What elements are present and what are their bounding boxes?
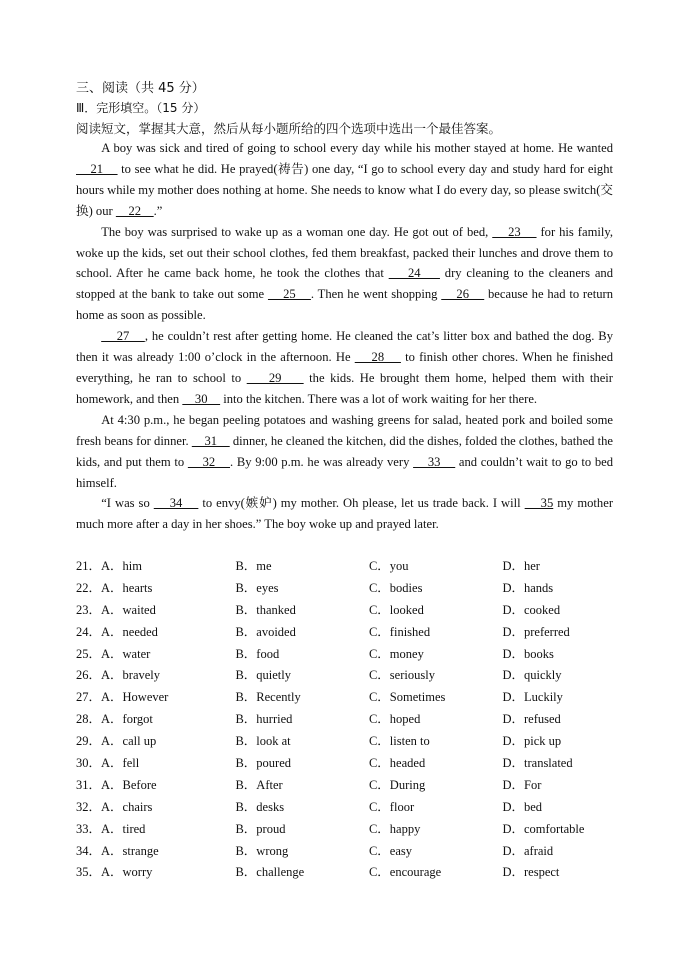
passage-text: The boy was surprised to wake up as a woman one day. He got out of bed, [101,224,493,239]
answer-options [76,556,636,884]
option-b: B．wrong [235,843,289,858]
paragraph-3 [76,326,613,410]
option-b: B．eyes [235,580,279,595]
blank-30: 30 [182,391,221,406]
option-d: D．translated [502,756,573,771]
blank-21: 21 [76,161,118,176]
passage-text: into the kitchen. There was a lot of work waiting for her there. [220,391,538,406]
option-c: C．seriously [368,668,435,683]
option-a: 32．A．chairs [76,799,153,814]
passage-text: At 4:30 p.m., he began peeling potatoes and washing greens for salad, heated pork and boiled some fresh beans for dinner. [76,412,613,448]
option-row-29 [76,731,636,753]
option-row-32 [76,797,636,819]
option-d: D．hands [502,580,554,595]
passage-text: .” [153,203,163,218]
option-a: 22．A．hearts [76,580,153,595]
blank-25: 25 [267,287,311,302]
option-a: 27．A．However [76,690,169,705]
option-row-25 [76,644,636,666]
option-a: 25．A．water [76,646,151,661]
option-b: B．challenge [235,865,305,880]
option-c: C．headed [368,756,426,771]
option-c: C．easy [368,843,413,858]
passage-text: , he couldn’t rest after getting home. He cleaned the cat’s litter box and bathed the dog. By then it was already 1:00 o’clock in the afternoon. He [76,329,613,365]
option-d: D．afraid [502,843,554,858]
blank-27: 27 [101,329,145,344]
option-a: 31．A．Before [76,777,157,792]
passage-text: the kids. He brought them home, helped them with their homework, and then [76,370,613,406]
blank-26: 26 [441,287,485,302]
paragraph-1 [76,138,613,222]
option-row-28 [76,709,636,731]
option-c: C．Sometimes [368,690,446,705]
option-a: 26．A．bravely [76,668,161,683]
option-a: 28．A．forgot [76,712,153,727]
option-row-21 [76,556,636,578]
passage-text: and couldn’t wait to go to bed himself. [76,454,614,490]
option-d: D．cooked [502,602,561,617]
option-b: B．food [235,646,280,661]
blank-34: 34 [153,496,199,511]
option-a: 33．A．tired [76,821,146,836]
blank-28: 28 [354,350,401,365]
option-c: C．hoped [368,712,421,727]
option-c: C．money [368,646,424,661]
option-row-35 [76,862,636,884]
option-row-30 [76,753,636,775]
blank-22: 22 [115,203,154,218]
option-d: D．Luckily [502,690,563,705]
option-d: D．preferred [502,624,570,639]
option-row-27 [76,687,636,709]
cloze-passage [76,138,613,535]
passage-text: . By 9:00 p.m. he was already very [230,454,414,469]
passage-text: to finish other chores. When he finished everything, he ran to school to [76,350,613,385]
option-b: B．quietly [235,668,292,683]
option-row-33 [76,819,636,841]
passage-text: “I was so [101,496,154,511]
option-c: C．encourage [368,865,442,880]
passage-text: to see what he did. He prayed(祷告) one day, “I go to school every day and study hard for eight hours while my mother does nothing at home. She needs to know what I do every day, so please switch(交换) our [76,161,613,218]
option-a: 21．A．him [76,559,142,573]
option-a: 34．A．strange [76,843,159,858]
passage-text: dry cleaning to the cleaners and stopped at the bank to take out some [76,266,614,302]
option-c: C．finished [368,624,431,639]
passage-text: dinner, he cleaned the kitchen, did the dishes, folded the clothes, bathed the kids, and put them to [76,433,613,469]
option-row-22 [76,578,636,600]
option-c: C．looked [368,602,424,617]
option-a: 24．A．needed [76,624,158,639]
option-row-34 [76,841,636,863]
passage-text: . Then he went shopping [310,287,442,302]
option-row-31 [76,775,636,797]
option-b: B．thanked [235,602,296,617]
blank-32: 32 [187,454,230,469]
option-b: B．me [235,559,272,573]
blank-29: 29 [246,370,304,385]
option-d: D．comfortable [502,821,585,836]
option-c: C．During [368,777,426,792]
passage-text: A boy was sick and tired of going to school every day while his mother stayed at home. He wanted [101,141,613,155]
instruction-text: 阅读短文，掌握其大意，然后从每小题所给的四个选项中选出一个最佳答案。 [76,121,502,136]
option-row-24 [76,622,636,644]
option-a: 29．A．call up [76,734,157,749]
option-row-23 [76,600,636,622]
option-c: C．floor [368,799,415,814]
blank-35: 35 [524,496,554,511]
option-d: D．quickly [502,668,562,683]
option-d: D．bed [502,799,543,814]
option-b: B．Recently [235,690,301,705]
option-b: B．hurried [235,712,293,727]
option-c: C．bodies [368,580,423,595]
option-c: C．listen to [368,734,430,749]
subsection-title: Ⅲ．完形填空。（15 分） [76,101,206,115]
option-d: D．For [502,777,542,792]
option-d: D．respect [502,865,560,880]
option-d: D．refused [502,712,561,727]
option-b: B．look at [235,734,291,749]
option-d: D．pick up [502,734,562,749]
option-b: B．avoided [235,624,296,639]
passage-text: because he had to return home as soon as possible. [76,287,613,323]
paragraph-5 [76,493,613,535]
option-d: D．her [502,559,540,573]
paragraph-2 [76,222,613,327]
blank-31: 31 [191,433,230,448]
paragraph-4 [76,410,613,494]
option-b: B．After [235,777,283,792]
option-b: B．poured [235,756,292,771]
blank-24: 24 [388,266,440,281]
option-a: 23．A．waited [76,602,156,617]
passage-text: for his family, woke up the kids, set out their school clothes, fed them breakfast, packed their lunches and drove them to school. After he came back home, he took the clothes that [76,224,613,281]
option-a: 35．A．worry [76,865,153,880]
option-c: C．happy [368,821,421,836]
section-title: 三、阅读（共 45 分） [76,81,205,96]
option-b: B．desks [235,799,285,814]
passage-text: my mother much more after a day in her shoes.” The boy woke up and prayed later. [76,496,614,532]
blank-23: 23 [492,224,537,239]
option-d: D．books [502,646,554,661]
option-b: B．proud [235,821,286,836]
option-c: C．you [368,559,409,573]
passage-text: to envy(嫉妒) my mother. Oh please, let us trade back. I will [198,496,525,511]
option-a: 30．A．fell [76,756,140,771]
option-row-26 [76,665,636,687]
blank-33: 33 [413,454,456,469]
